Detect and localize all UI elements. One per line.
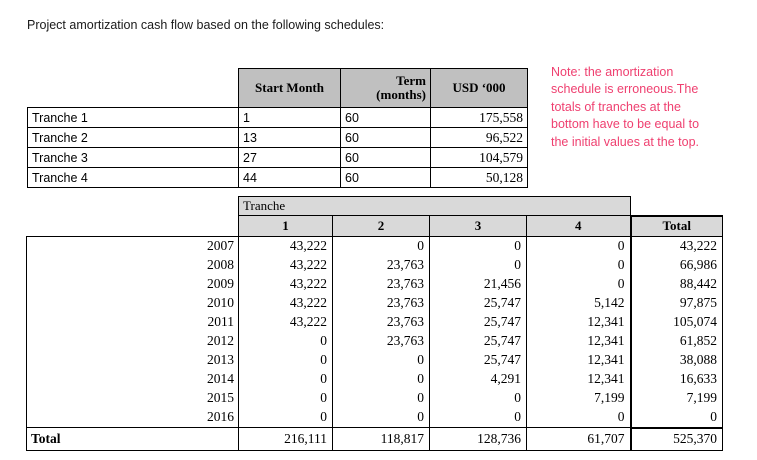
table-row <box>27 332 723 351</box>
cashflow-value-t4: 5,142 <box>527 294 631 313</box>
cashflow-total-t3: 128,736 <box>430 428 527 451</box>
cashflow-value-total: 43,222 <box>631 236 723 256</box>
cashflow-value-t2: 0 <box>333 236 430 256</box>
tranche-start-month: 13 <box>239 128 341 148</box>
cashflow-total-t1: 216,111 <box>239 428 333 451</box>
cashflow-value-t2: 23,763 <box>333 275 430 294</box>
cashflow-value-t1: 0 <box>239 389 333 408</box>
cashflow-value-total: 7,199 <box>631 389 723 408</box>
cashflow-year: 2009 <box>27 275 239 294</box>
cashflow-value-t1: 43,222 <box>239 275 333 294</box>
schedule-header-term-line1: Term <box>396 73 426 88</box>
table-row <box>28 108 528 128</box>
table-row <box>27 389 723 408</box>
cashflow-group-header-tranche: Tranche <box>239 197 631 216</box>
cashflow-header-tranche-4: 4 <box>527 216 631 237</box>
cashflow-year: 2014 <box>27 370 239 389</box>
cashflow-value-t3: 0 <box>430 236 527 256</box>
cashflow-year: 2007 <box>27 236 239 256</box>
erroneous-schedule-note <box>551 64 746 151</box>
cashflow-header-total: Total <box>631 216 723 237</box>
cashflow-value-t1: 43,222 <box>239 236 333 256</box>
tranche-usd: 175,558 <box>431 108 528 128</box>
cashflow-value-t4: 0 <box>527 256 631 275</box>
table-row <box>28 168 528 188</box>
cashflow-year: 2010 <box>27 294 239 313</box>
cashflow-column-header-row <box>27 216 723 237</box>
cashflow-value-t4: 12,341 <box>527 313 631 332</box>
cashflow-value-t4: 12,341 <box>527 351 631 370</box>
table-row <box>27 313 723 332</box>
cashflow-year: 2015 <box>27 389 239 408</box>
tranche-usd: 50,128 <box>431 168 528 188</box>
amortization-schedule-table <box>27 68 528 188</box>
cashflow-value-t2: 0 <box>333 408 430 428</box>
cashflow-value-t3: 0 <box>430 408 527 428</box>
cashflow-value-t4: 0 <box>527 275 631 294</box>
note-line: schedule is erroneous.The <box>551 82 699 97</box>
cashflow-group-header-spacer <box>631 197 723 216</box>
cashflow-value-t3: 21,456 <box>430 275 527 294</box>
cashflow-value-t2: 23,763 <box>333 294 430 313</box>
table-row <box>27 275 723 294</box>
cashflow-year: 2013 <box>27 351 239 370</box>
cashflow-value-t3: 25,747 <box>430 351 527 370</box>
note-line: the initial values at the top. <box>551 134 700 149</box>
page-intro-text: Project amortization cash flow based on the following schedules: <box>27 18 385 32</box>
cashflow-value-total: 88,442 <box>631 275 723 294</box>
cashflow-total-t2: 118,817 <box>333 428 430 451</box>
cashflow-value-total: 105,074 <box>631 313 723 332</box>
cashflow-header-tranche-1: 1 <box>239 216 333 237</box>
cashflow-value-total: 0 <box>631 408 723 428</box>
tranche-start-month: 44 <box>239 168 341 188</box>
cashflow-year: 2016 <box>27 408 239 428</box>
cashflow-totals-row <box>27 428 723 451</box>
cashflow-value-t4: 12,341 <box>527 332 631 351</box>
table-row <box>27 408 723 428</box>
cashflow-value-t1: 43,222 <box>239 313 333 332</box>
cashflow-value-t1: 0 <box>239 351 333 370</box>
cashflow-value-t3: 25,747 <box>430 332 527 351</box>
cashflow-value-total: 61,852 <box>631 332 723 351</box>
table-row <box>27 370 723 389</box>
tranche-label: Tranche 1 <box>28 108 239 128</box>
cashflow-corner-cell <box>27 197 239 216</box>
cashflow-year: 2008 <box>27 256 239 275</box>
cashflow-group-header-row <box>27 197 723 216</box>
cashflow-table <box>26 196 723 451</box>
cashflow-value-t3: 4,291 <box>430 370 527 389</box>
cashflow-value-total: 16,633 <box>631 370 723 389</box>
cashflow-value-t2: 23,763 <box>333 332 430 351</box>
cashflow-grand-total: 525,370 <box>631 428 723 451</box>
cashflow-value-t1: 0 <box>239 332 333 351</box>
table-row <box>27 236 723 256</box>
cashflow-total-t4: 61,707 <box>527 428 631 451</box>
tranche-term: 60 <box>341 128 431 148</box>
cashflow-value-t3: 0 <box>430 256 527 275</box>
cashflow-year-header <box>27 216 239 237</box>
cashflow-value-t2: 0 <box>333 351 430 370</box>
cashflow-value-t2: 23,763 <box>333 313 430 332</box>
cashflow-value-t1: 0 <box>239 408 333 428</box>
tranche-term: 60 <box>341 168 431 188</box>
cashflow-value-t3: 25,747 <box>430 294 527 313</box>
tranche-start-month: 27 <box>239 148 341 168</box>
schedule-header-usd: USD ‘000 <box>431 69 528 108</box>
schedule-corner-cell <box>28 69 239 108</box>
cashflow-value-t1: 0 <box>239 370 333 389</box>
table-row <box>27 294 723 313</box>
note-line: totals of tranches at the <box>551 99 681 114</box>
cashflow-value-total: 66,986 <box>631 256 723 275</box>
cashflow-value-t4: 0 <box>527 236 631 256</box>
tranche-label: Tranche 2 <box>28 128 239 148</box>
cashflow-totals-label: Total <box>27 428 239 451</box>
cashflow-value-t1: 43,222 <box>239 294 333 313</box>
table-row <box>27 351 723 370</box>
cashflow-value-t1: 43,222 <box>239 256 333 275</box>
cashflow-value-t4: 7,199 <box>527 389 631 408</box>
cashflow-header-tranche-2: 2 <box>333 216 430 237</box>
cashflow-value-t4: 12,341 <box>527 370 631 389</box>
tranche-term: 60 <box>341 148 431 168</box>
cashflow-year: 2011 <box>27 313 239 332</box>
tranche-usd: 104,579 <box>431 148 528 168</box>
tranche-label: Tranche 4 <box>28 168 239 188</box>
schedule-header-row <box>28 69 528 108</box>
table-row <box>28 128 528 148</box>
tranche-term: 60 <box>341 108 431 128</box>
cashflow-value-t4: 0 <box>527 408 631 428</box>
cashflow-value-t3: 25,747 <box>430 313 527 332</box>
cashflow-header-tranche-3: 3 <box>430 216 527 237</box>
schedule-header-term <box>341 69 431 108</box>
tranche-label: Tranche 3 <box>28 148 239 168</box>
cashflow-value-t3: 0 <box>430 389 527 408</box>
cashflow-year: 2012 <box>27 332 239 351</box>
cashflow-value-t2: 23,763 <box>333 256 430 275</box>
cashflow-value-total: 38,088 <box>631 351 723 370</box>
cashflow-value-total: 97,875 <box>631 294 723 313</box>
schedule-header-start-month: Start Month <box>239 69 341 108</box>
note-line: Note: the amortization <box>551 65 674 79</box>
cashflow-value-t2: 0 <box>333 389 430 408</box>
table-row <box>27 256 723 275</box>
table-row <box>28 148 528 168</box>
schedule-header-term-line2: (months) <box>376 87 426 102</box>
note-line: bottom have to be equal to <box>551 117 700 132</box>
tranche-start-month: 1 <box>239 108 341 128</box>
tranche-usd: 96,522 <box>431 128 528 148</box>
cashflow-value-t2: 0 <box>333 370 430 389</box>
